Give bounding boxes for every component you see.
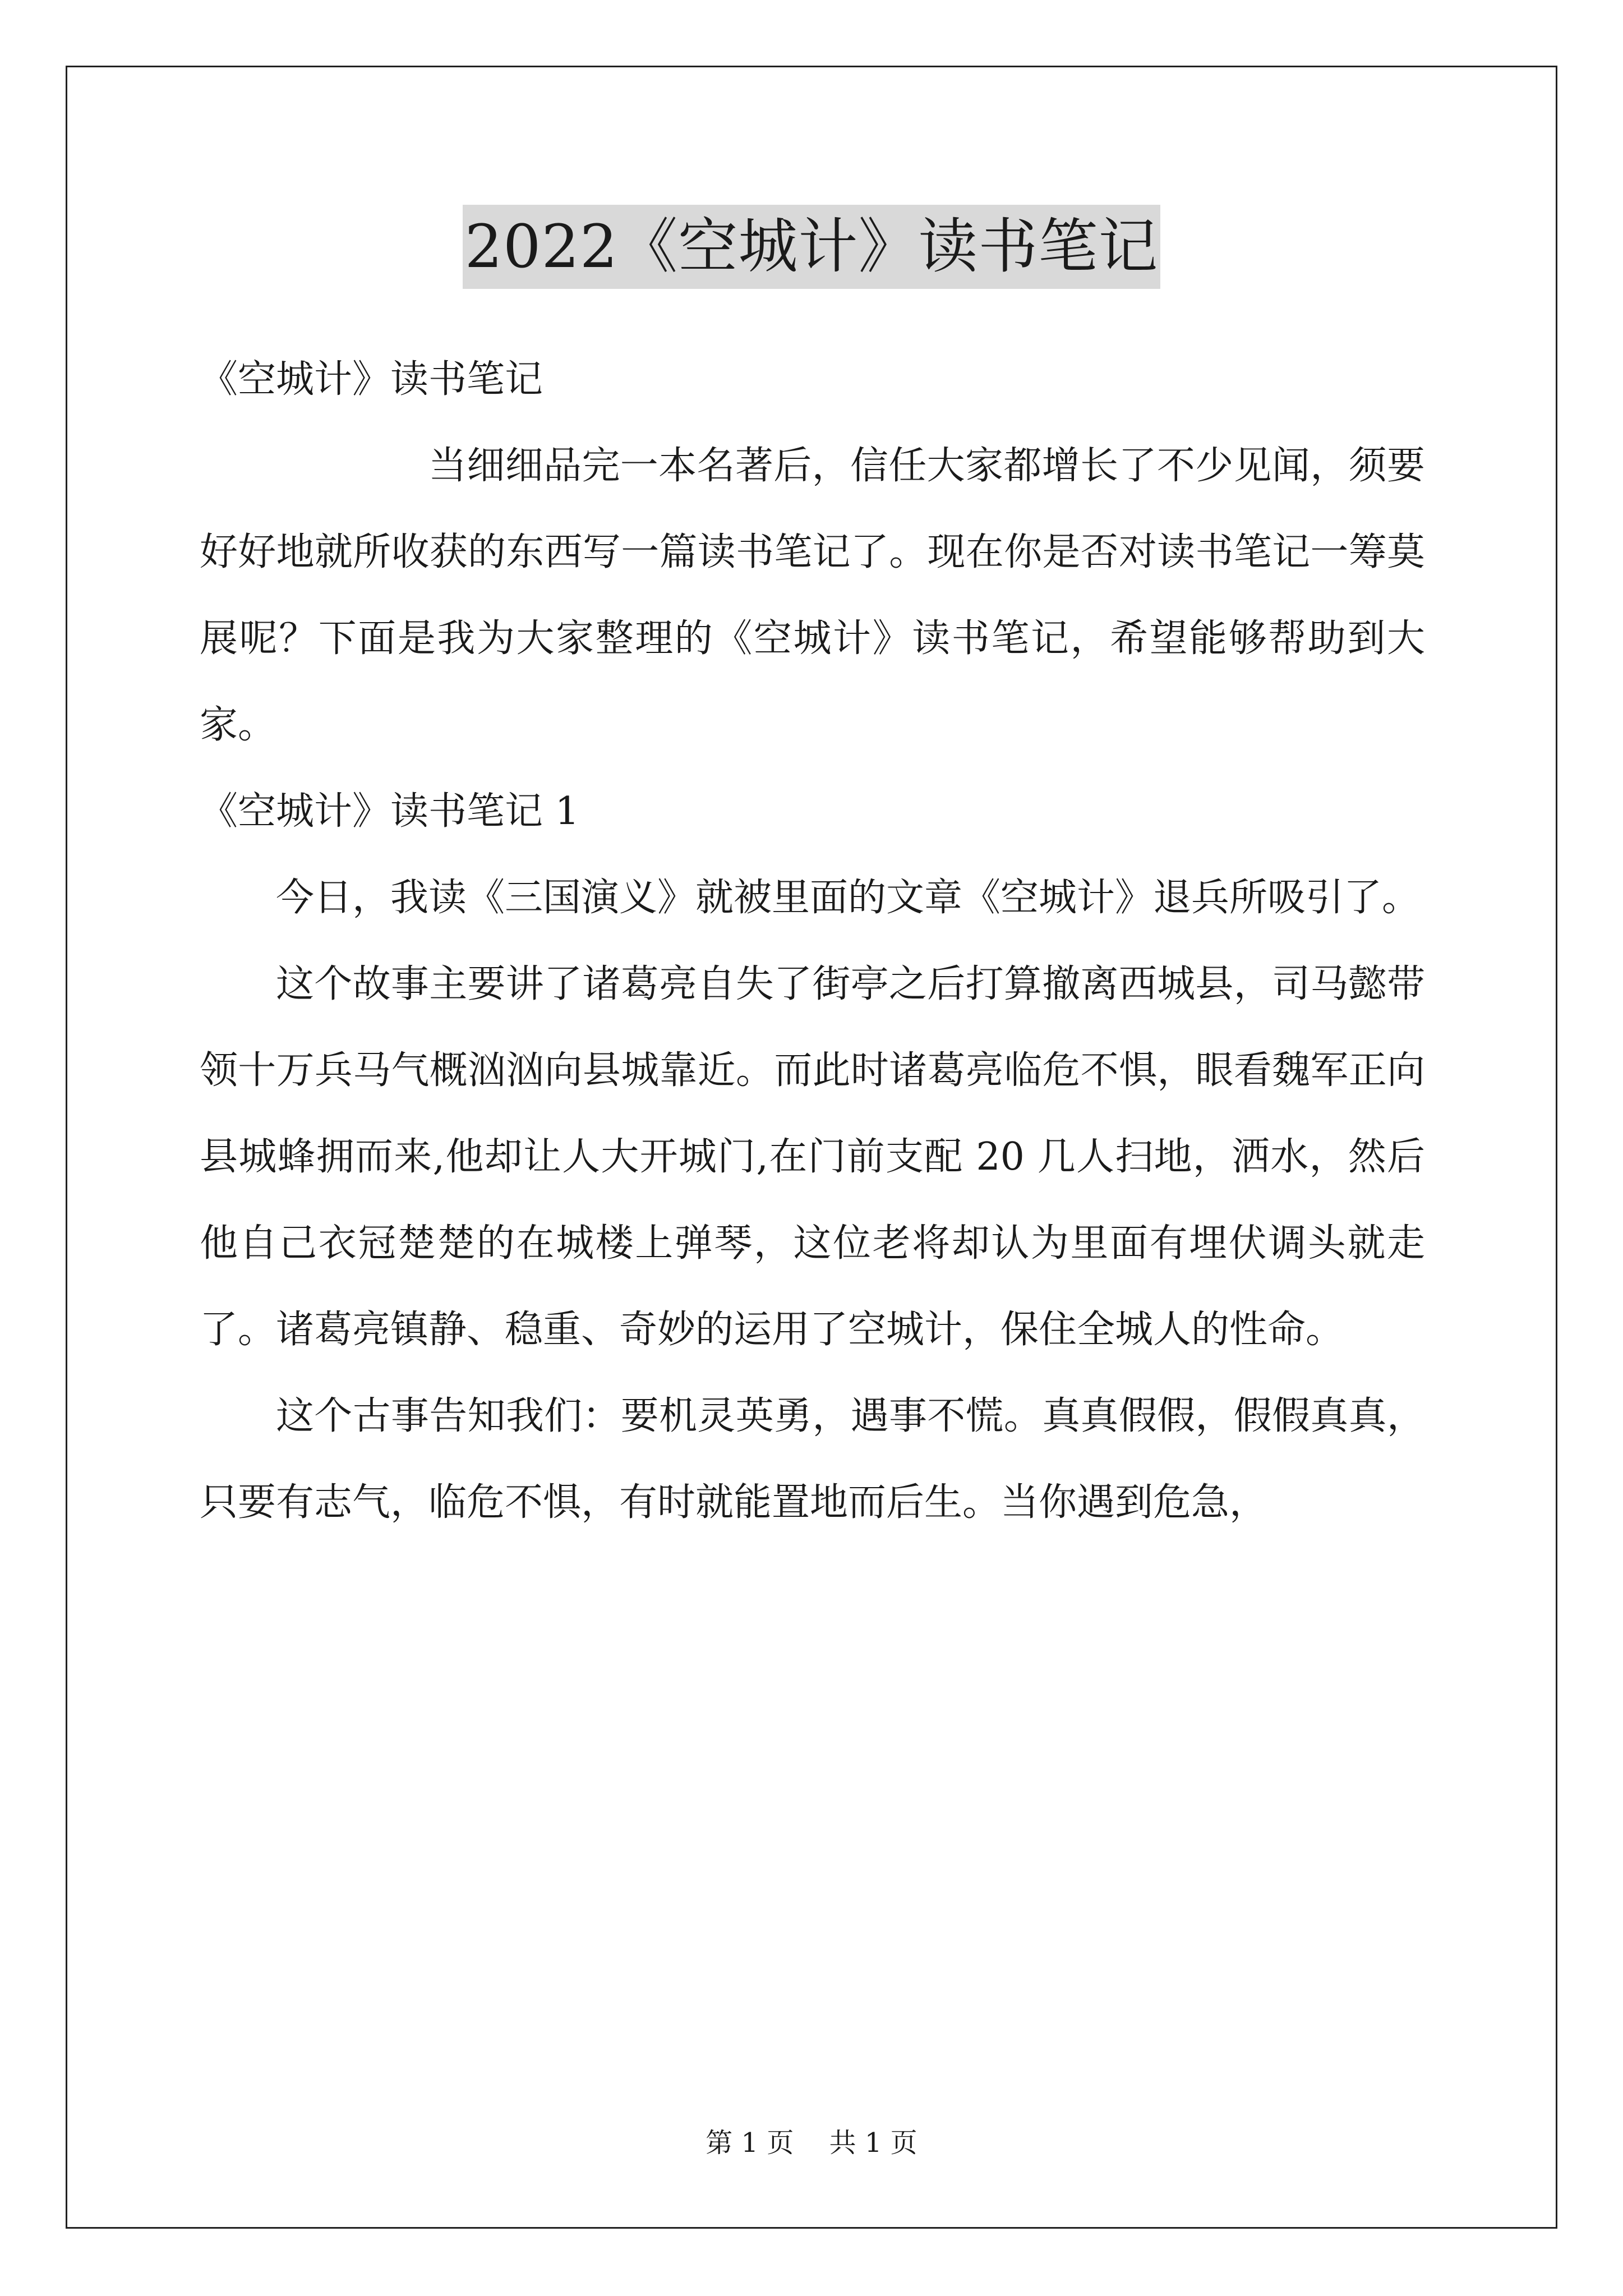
- document-title: 2022《空城计》读书笔记: [463, 205, 1161, 289]
- body-paragraph: 这个古事告知我们：要机灵英勇，遇事不慌。真真假假，假假真真，只要有志气，临危不惧，有时就能置地而后生。当你遇到危急，: [200, 1394, 1425, 1525]
- page-number: 第 1 页: [706, 2127, 794, 2159]
- section-heading: 《空城计》读书笔记 1: [200, 789, 579, 834]
- section-heading: 《空城计》读书笔记: [200, 357, 543, 402]
- document-body: [200, 337, 1425, 1546]
- intro-paragraph: 当细细品完一本名著后，信任大家都增长了不少见闻，须要好好地就所收获的东西写一篇读书笔记了。现在你是否对读书笔记一筹莫展呢？下面是我为大家整理的《空城计》读书笔记，希望能够帮助到大家。: [200, 444, 1425, 747]
- body-paragraph: 今日，我读《三国演义》就被里面的文章《空城计》退兵所吸引了。: [276, 876, 1421, 920]
- body-paragraph: 这个故事主要讲了诸葛亮自失了街亭之后打算撤离西城县，司马懿带领十万兵马气概汹汹向县城靠近。而此时诸葛亮临危不惧，眼看魏军正向县城蜂拥而来,他却让人大开城门,在门前支配 20 几人扫地，洒水，然后他自己衣冠楚楚的在城楼上弹琴，这位老将却认为里面有埋伏调头就走了。诸葛亮镇静、稳重、奇妙的运用了空城计，保住全城人的性命。: [200, 962, 1425, 1352]
- title-area: [0, 205, 1623, 289]
- page-footer: [0, 2126, 1623, 2160]
- page-total: 共 1 页: [829, 2127, 917, 2159]
